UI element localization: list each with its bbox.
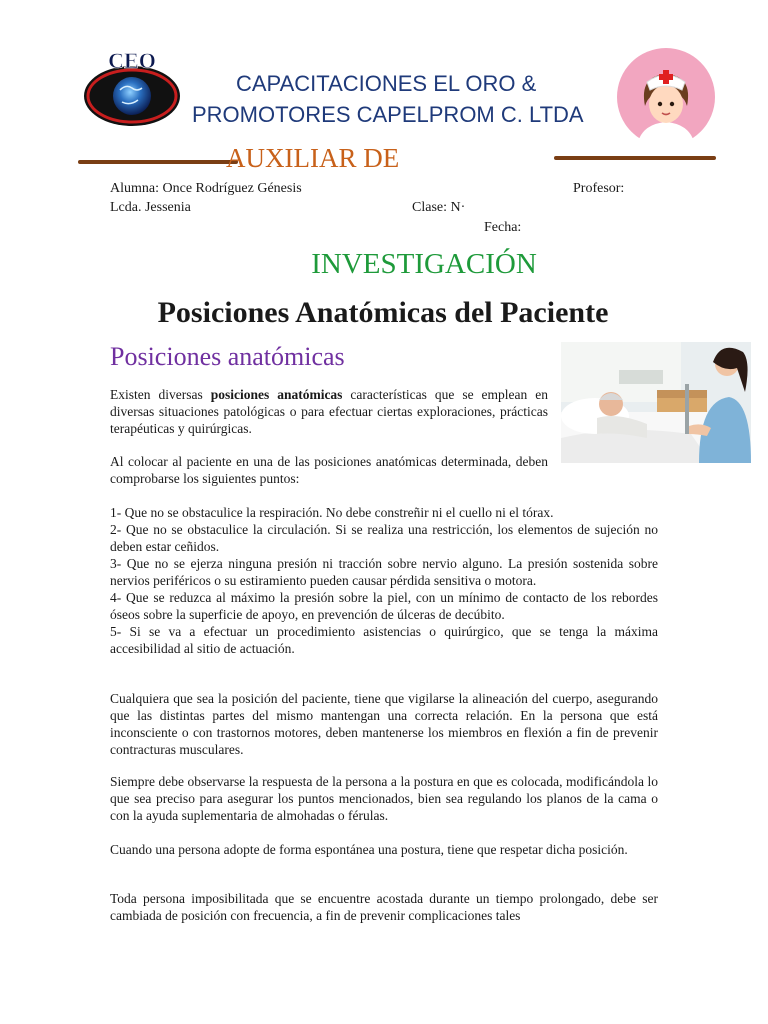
list-item: 3- Que no se ejerza ninguna presión ni tracción sobre nervio alguno. La presión sostenida sobre nervios periféricos o su estiramiento pueden causar pérdida sensitiva o motora. [110, 556, 658, 588]
class-number: Clase: N· [412, 200, 466, 215]
decorative-line-right [554, 156, 716, 160]
ceo-logo [80, 44, 184, 128]
nurse-avatar-icon [617, 48, 715, 146]
teacher-label: Profesor: [573, 181, 625, 196]
bedridden-paragraph: Toda persona imposibilitada que se encuentre acostada durante un tiempo prolongado, debe ser cambiada de posición con frecuencia, a fin de prevenir complicaciones tales [110, 891, 658, 923]
nurse-patient-photo [561, 342, 751, 463]
intro-bold-term: posiciones anatómicas [210, 387, 343, 402]
logo-lettering: CEO [108, 48, 156, 73]
intro-text-end: características que se emplean en diversas situaciones patológicas o para efectuar ciertas exploraciones, prácticas terapéuticas y quirúrgicas. [110, 387, 549, 436]
investigation-heading: INVESTIGACIÓN [311, 248, 537, 280]
org-name-line1: CAPACITACIONES EL ORO & [236, 71, 537, 96]
org-name-line2: PROMOTORES CAPELPROM C. LTDA [192, 102, 584, 127]
list-item: 2- Que no se obstaculice la circulación. Si se realiza una restricción, los elementos de sujeción no deben estar ceñidos. [110, 522, 658, 554]
decorative-line-left [78, 160, 238, 164]
observation-paragraph: Siempre debe observarse la respuesta de la persona a la postura en que es colocada, modificándola lo que sea preciso para asegurar los puntos mencionados, bien sea regulando los planos de la cama o con la ayuda suplementaria de almohadas o férulas. [110, 774, 658, 823]
date-label: Fecha: [484, 220, 522, 235]
student-name: Alumna: Once Rodríguez Génesis [110, 181, 302, 196]
page-title: Posiciones Anatómicas del Paciente [157, 296, 609, 329]
list-item: 4- Que se reduzca al máximo la presión sobre la piel, con un mínimo de contacto de los rebordes óseos sobre la superficie de apoyo, en prevención de úlceras de decúbito. [110, 590, 658, 622]
intro-text-start: Existen diversas [110, 387, 211, 402]
teacher-name: Lcda. Jessenia [110, 200, 191, 215]
course-title: AUXILIAR DE [226, 143, 400, 173]
spontaneous-posture-paragraph: Cuando una persona adopte de forma espontánea una postura, tiene que respetar dicha posición. [110, 842, 628, 857]
points-list [110, 504, 658, 657]
list-item: 5- Si se va a efectuar un procedimiento asistencias o quirúrgico, que se tenga la máxima accesibilidad al sitio de actuación. [110, 624, 658, 656]
list-item: 1- Que no se obstaculice la respiración. No debe constreñir ni el cuello ni el tórax. [110, 505, 554, 520]
points-intro-paragraph: Al colocar al paciente en una de las posiciones anatómicas determinada, deben comprobarse los siguientes puntos: [110, 454, 548, 486]
section-title: Posiciones anatómicas [110, 342, 345, 371]
alignment-paragraph: Cualquiera que sea la posición del paciente, tiene que vigilarse la alineación del cuerpo, asegurando que las distintas partes del mismo mantengan una correcta relación. En la persona que está inconsciente o con trastornos motores, deben mantenerse los miembros en flexión a fin de prevenir contracturas musculares. [110, 691, 658, 757]
intro-paragraph [110, 386, 548, 437]
